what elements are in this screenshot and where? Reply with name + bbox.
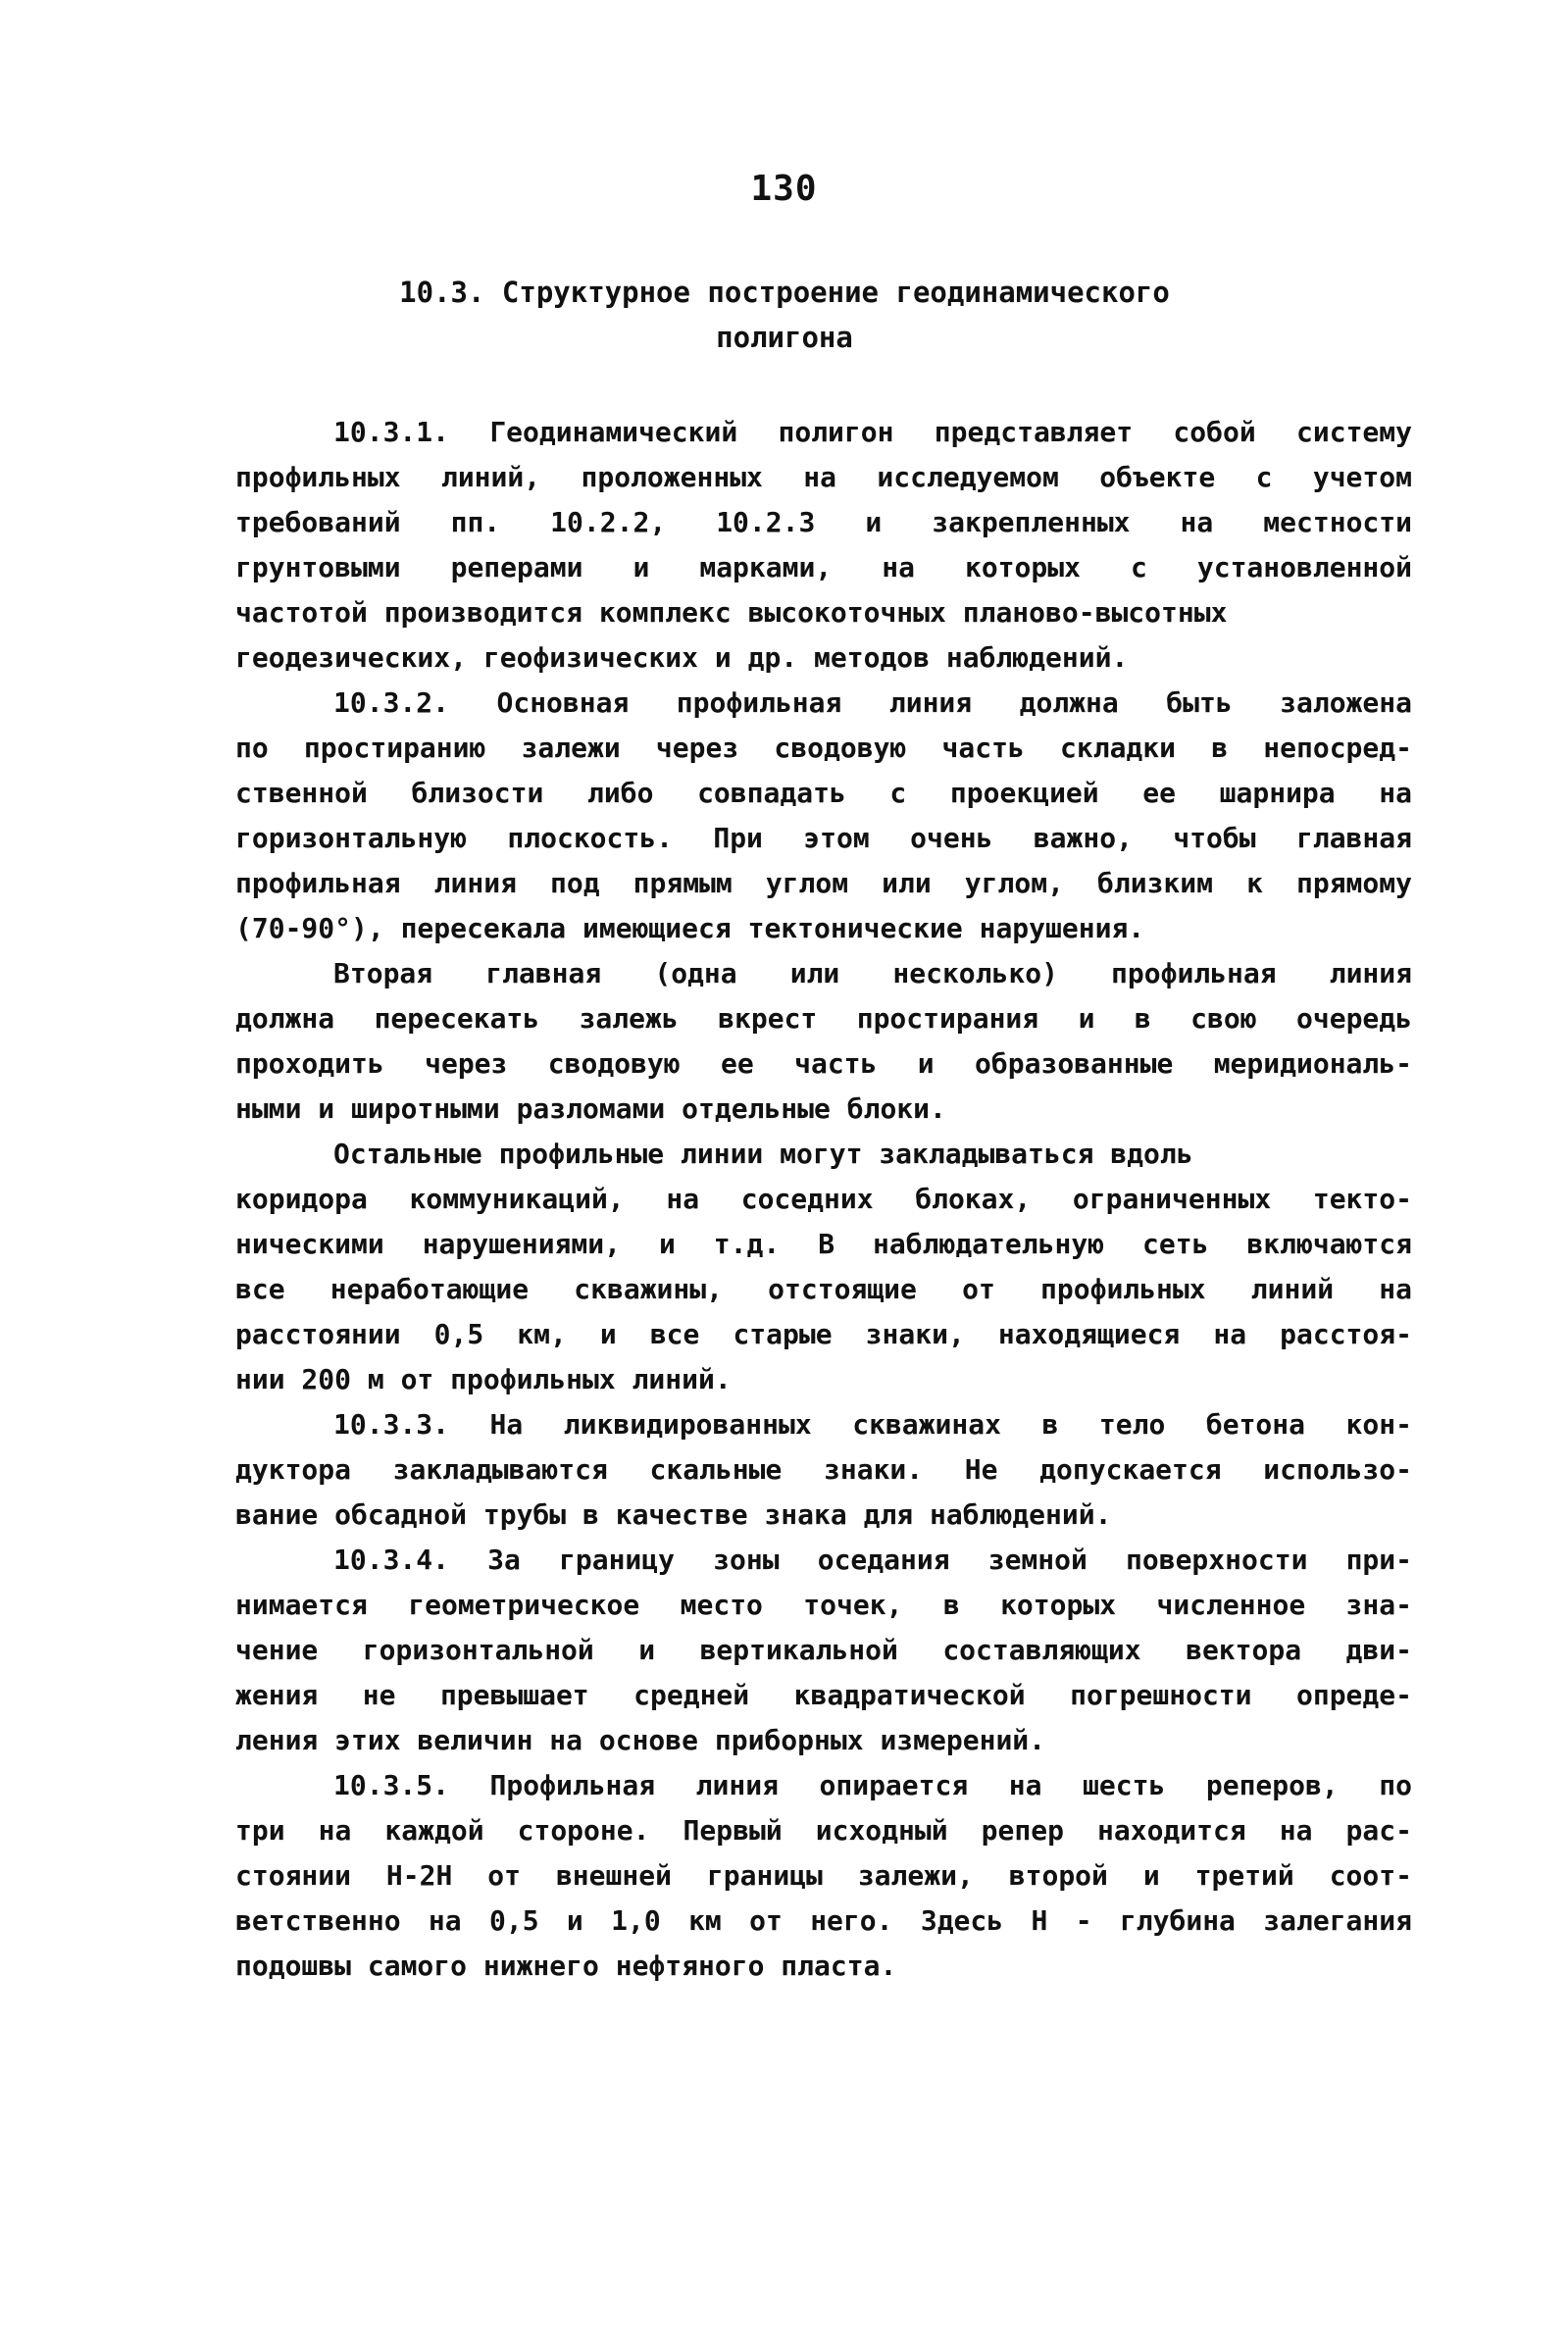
text-line: ления этих величин на основе приборных измерений.: [235, 1724, 1046, 1756]
text-line: должна пересекать залежь вкрест простирания и в свою очередь: [235, 1002, 1412, 1035]
text-line: частотой производится комплекс высокоточных планово-высотных: [235, 596, 1228, 629]
text-line: все неработающие скважины, отстоящие от профильных линий на: [235, 1273, 1412, 1305]
text-line: жения не превышает средней квадратической погрешности опреде-: [235, 1679, 1412, 1711]
text-line: грунтовыми реперами и марками, на которых с установленной: [235, 551, 1412, 583]
section-title-line-1: 10.3. Структурное построение геодинамического: [399, 276, 1170, 309]
text-line: (70-90°), пересекала имеющиеся тектонические нарушения.: [235, 912, 1145, 944]
text-line: расстоянии 0,5 км, и все старые знаки, находящиеся на расстоя-: [235, 1318, 1412, 1350]
text-line: подошвы самого нижнего нефтяного пласта.: [235, 1950, 897, 1982]
text-line: нимается геометрическое место точек, в которых численное зна-: [235, 1589, 1412, 1621]
text-line: требований пп. 10.2.2, 10.2.3 и закрепленных на местности: [235, 506, 1412, 538]
text-line: геодезических, геофизических и др. методов наблюдений.: [235, 641, 1129, 674]
text-line: стоянии Н-2Н от внешней границы залежи, второй и третий соот-: [235, 1859, 1412, 1892]
text-line: профильная линия под прямым углом или углом, близким к прямому: [235, 867, 1412, 899]
section-title: [196, 270, 1373, 360]
page-number: 130: [750, 169, 818, 209]
text-line: Остальные профильные линии могут закладываться вдоль: [333, 1138, 1193, 1170]
text-line: ветственно на 0,5 и 1,0 км от него. Здесь Н - глубина залегания: [235, 1904, 1412, 1937]
text-line: три на каждой стороне. Первый исходный репер находится на рас-: [235, 1814, 1412, 1847]
text-line: ными и широтными разломами отдельные блоки.: [235, 1092, 946, 1125]
text-line: 10.3.1. Геодинамический полигон представляет собой систему: [333, 416, 1412, 448]
text-line: горизонтальную плоскость. При этом очень важно, чтобы главная: [235, 822, 1412, 854]
text-line: 10.3.2. Основная профильная линия должна быть заложена: [333, 686, 1412, 719]
text-line: чение горизонтальной и вертикальной составляющих вектора дви-: [235, 1634, 1412, 1666]
text-line: дуктора закладываются скальные знаки. Не допускается использо-: [235, 1453, 1412, 1486]
text-line: профильных линий, проложенных на исследуемом объекте с учетом: [235, 461, 1412, 493]
text-line: коридора коммуникаций, на соседних блоках, ограниченных текто-: [235, 1183, 1412, 1215]
text-line: Вторая главная (одна или несколько) профильная линия: [333, 957, 1412, 989]
text-line: по простиранию залежи через сводовую часть складки в непосред-: [235, 732, 1412, 764]
text-line: 10.3.5. Профильная линия опирается на шесть реперов, по: [333, 1769, 1412, 1801]
section-title-line-2: полигона: [716, 321, 853, 354]
text-line: вание обсадной трубы в качестве знака для наблюдений.: [235, 1498, 1112, 1531]
text-line: 10.3.4. За границу зоны оседания земной поверхности при-: [333, 1544, 1412, 1576]
body-text: [235, 410, 1412, 1989]
text-line: ственной близости либо совпадать с проекцией ее шарнира на: [235, 777, 1412, 809]
text-line: ническими нарушениями, и т.д. В наблюдательную сеть включаются: [235, 1228, 1412, 1260]
text-line: нии 200 м от профильных линий.: [235, 1363, 732, 1395]
text-line: проходить через сводовую ее часть и образованные меридиональ-: [235, 1047, 1412, 1080]
text-line: 10.3.3. На ликвидированных скважинах в тело бетона кон-: [333, 1408, 1412, 1441]
